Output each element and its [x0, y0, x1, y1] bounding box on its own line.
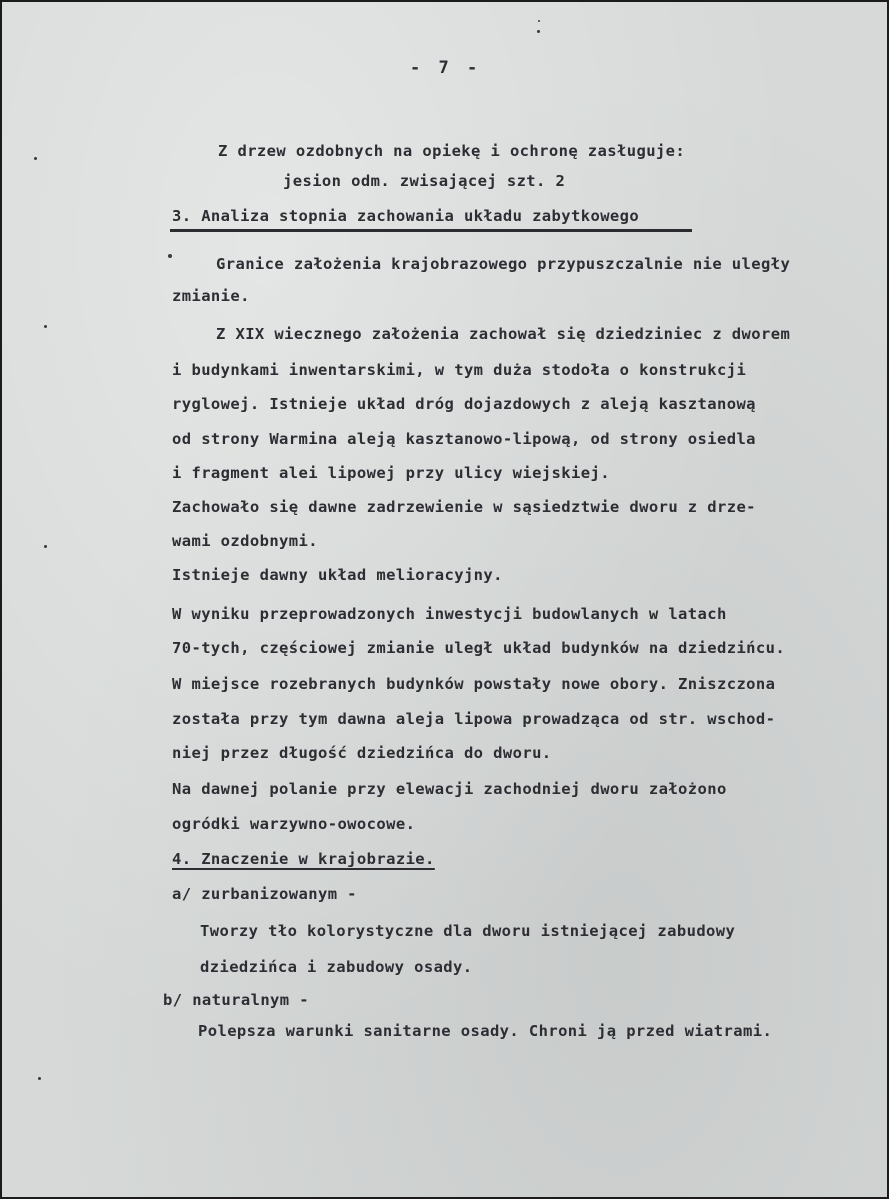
text-line-4: Granice założenia krajobrazowego przypuszczalnie nie uległy — [216, 255, 791, 273]
text-line-25: b/ naturalnym - — [163, 991, 309, 1009]
text-line-7: i budynkami inwentarskimi, w tym duża stodoła o konstrukcji — [172, 361, 747, 379]
text-line-8: ryglowej. Istnieje układ dróg dojazdowych z aleją kasztanową — [172, 395, 756, 413]
text-line-14: W wyniku przeprowadzonych inwestycji budowlanych w latach — [172, 605, 727, 623]
scan-speck — [168, 254, 172, 258]
section-heading-4: 4. Znaczenie w krajobrazie. — [172, 850, 435, 868]
text-line-22: a/ zurbanizowanym - — [172, 885, 357, 903]
text-line-1: Z drzew ozdobnych na opiekę i ochronę zasługuje: — [218, 142, 686, 160]
text-line-2: jesion odm. zwisającej szt. 2 — [283, 172, 566, 190]
page-number: - 7 - — [410, 58, 482, 78]
text-line-16: W miejsce rozebranych budynków powstały nowe obory. Zniszczona — [172, 675, 776, 693]
text-line-19: Na dawnej polanie przy elewacji zachodniej dworu założono — [172, 780, 727, 798]
heading-underline — [170, 229, 692, 232]
text-line-9: od strony Warmina aleją kasztanowo-lipową, od strony osiedla — [172, 430, 756, 448]
scan-speck — [538, 20, 540, 22]
text-line-12: wami ozdobnymi. — [172, 532, 318, 550]
text-line-20: ogródki warzywno-owocowe. — [172, 815, 416, 833]
scan-speck — [537, 30, 540, 33]
scan-speck — [38, 1077, 41, 1080]
scan-speck — [44, 325, 47, 328]
text-line-11: Zachowało się dawne zadrzewienie w sąsiedztwie dworu z drze- — [172, 498, 756, 516]
section-heading-3: 3. Analiza stopnia zachowania układu zabytkowego — [172, 207, 640, 225]
text-line-5: zmianie. — [172, 287, 250, 305]
text-line-10: i fragment alei lipowej przy ulicy wiejskiej. — [172, 464, 610, 482]
scan-speck — [44, 545, 47, 548]
text-line-18: niej przez długość dziedzińca do dworu. — [172, 744, 552, 762]
text-line-24: dziedzińca i zabudowy osady. — [200, 958, 473, 976]
text-line-26: Polepsza warunki sanitarne osady. Chroni ją przed wiatrami. — [198, 1022, 773, 1040]
text-line-6: Z XIX wiecznego założenia zachował się dziedziniec z dworem — [216, 325, 791, 343]
text-line-15: 70-tych, częściowej zmianie uległ układ budynków na dziedzińcu. — [172, 639, 786, 657]
scan-speck — [34, 157, 37, 160]
text-line-17: została przy tym dawna aleja lipowa prowadząca od str. wschod- — [172, 710, 776, 728]
text-line-23: Tworzy tło kolorystyczne dla dworu istniejącej zabudowy — [200, 922, 736, 940]
text-line-13: Istnieje dawny układ melioracyjny. — [172, 566, 503, 584]
